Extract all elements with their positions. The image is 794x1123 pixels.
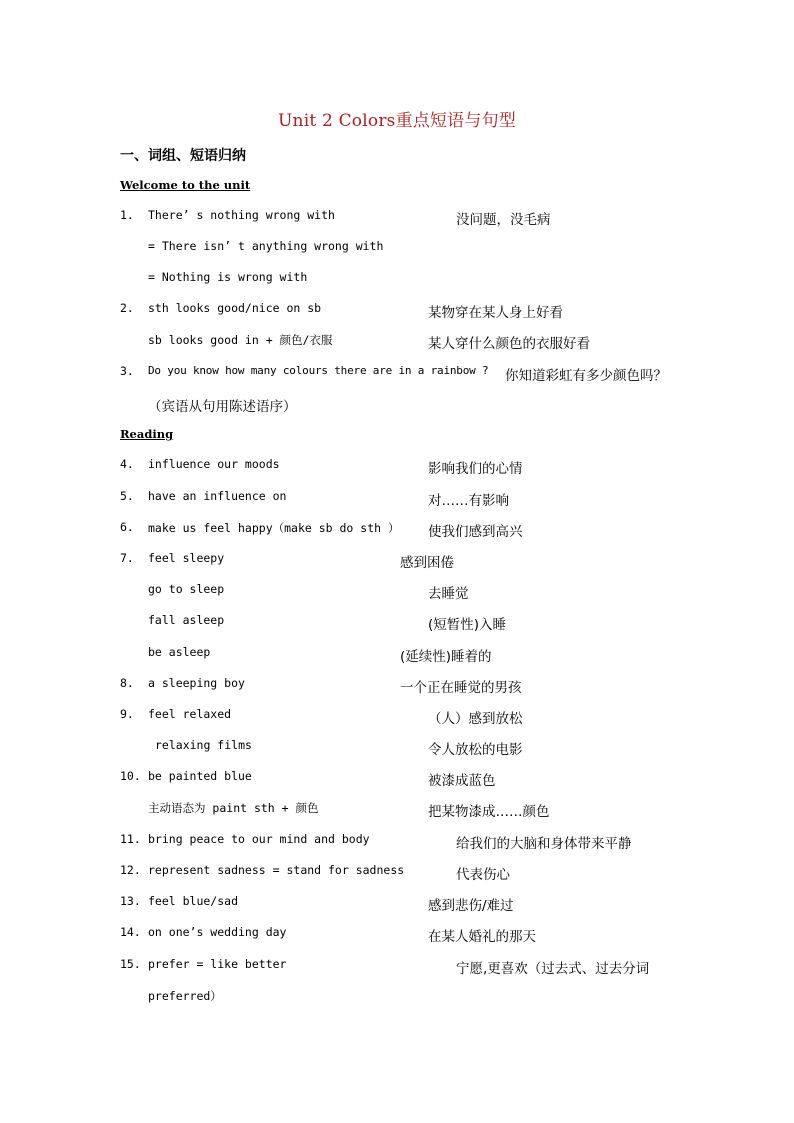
phrase-chinese: (延续性)睡着的 <box>400 649 492 665</box>
phrase-english: There’ s nothing wrong with <box>148 208 335 222</box>
item-number: 7. <box>120 551 134 565</box>
phrase-chinese: 在某人婚礼的那天 <box>428 929 536 945</box>
item-number: 12. <box>120 863 141 877</box>
phrase-english: relaxing films <box>155 738 252 752</box>
phrase-chinese: 给我们的大脑和身体带来平静 <box>456 836 632 852</box>
phrase-chinese: 影响我们的心情 <box>428 461 523 477</box>
phrase-english: feel sleepy <box>148 551 225 565</box>
phrase-chinese: 一个正在睡觉的男孩 <box>400 680 522 696</box>
sub-heading-reading: Reading <box>120 427 174 441</box>
phrase-chinese: 没问题，没毛病 <box>456 212 551 228</box>
phrase-english: bring peace to our mind and body <box>148 832 370 846</box>
item-number: 9. <box>120 707 134 721</box>
item-number: 13. <box>120 894 141 908</box>
item-number: 10. <box>120 769 141 783</box>
phrase-chinese: 你知道彩虹有多少颜色吗？ <box>505 368 667 384</box>
phrase-english: feel relaxed <box>148 707 232 721</box>
phrase-chinese: 把某物漆成……颜色 <box>428 804 550 820</box>
phrase-english: prefer = like better <box>148 957 287 971</box>
phrase-english: feel blue/sad <box>148 894 239 908</box>
phrase-english: a sleeping boy <box>148 676 245 690</box>
sub-heading-welcome: Welcome to the unit <box>120 178 251 192</box>
item-number: 2. <box>120 301 134 315</box>
item-number: 8. <box>120 676 134 690</box>
phrase-chinese: 宁愿,更喜欢（过去式、过去分词 <box>456 961 650 977</box>
phrase-english: be painted blue <box>148 769 252 783</box>
phrase-english: go to sleep <box>148 582 225 596</box>
phrase-english: = Nothing is wrong with <box>148 270 308 284</box>
phrase-english: preferred） <box>148 989 222 1003</box>
phrase-chinese: 感到困倦 <box>400 555 454 571</box>
phrase-chinese: 代表伤心 <box>456 867 510 883</box>
phrase-chinese: 对……有影响 <box>428 493 509 509</box>
item-number: 3. <box>120 364 134 378</box>
phrase-english: on one’s wedding day <box>148 925 287 939</box>
phrase-english: sb looks good in + 颜色/衣服 <box>148 333 333 347</box>
item-number: 4. <box>120 457 134 471</box>
phrase-english: = There isn’ t anything wrong with <box>148 239 384 253</box>
phrase-english: fall asleep <box>148 613 225 627</box>
phrase-english: have an influence on <box>148 489 287 503</box>
page-title: Unit 2 Colors重点短语与句型 <box>278 111 516 131</box>
phrase-english: influence our moods <box>148 457 280 471</box>
phrase-chinese: 被漆成蓝色 <box>428 773 496 789</box>
phrase-note: （宾语从句用陈述语序） <box>148 399 297 415</box>
section-heading: 一、词组、短语归纳 <box>120 148 246 164</box>
item-number: 11. <box>120 832 141 846</box>
item-number: 15. <box>120 957 141 971</box>
phrase-english: make us feel happy（make sb do sth ） <box>148 521 400 535</box>
phrase-english: Do you know how many colours there are in a rainbow ? <box>148 364 489 377</box>
phrase-english: represent sadness = stand for sadness <box>148 863 405 877</box>
phrase-chinese: 使我们感到高兴 <box>428 524 523 540</box>
phrase-chinese: 感到悲伤/难过 <box>428 898 514 914</box>
item-number: 5. <box>120 489 134 503</box>
phrase-chinese: 某人穿什么颜色的衣服好看 <box>428 336 590 352</box>
phrase-english: be asleep <box>148 645 211 659</box>
phrase-chinese: 某物穿在某人身上好看 <box>428 305 563 321</box>
item-number: 6. <box>120 520 134 534</box>
item-number: 14. <box>120 925 141 939</box>
phrase-english: 主动语态为 paint sth + 颜色 <box>148 801 319 815</box>
item-number: 1. <box>120 208 134 222</box>
phrase-chinese: 令人放松的电影 <box>428 742 523 758</box>
phrase-chinese: （人）感到放松 <box>428 711 523 727</box>
phrase-chinese: (短暂性)入睡 <box>428 617 507 633</box>
phrase-english: sth looks good/nice on sb <box>148 301 322 315</box>
phrase-chinese: 去睡觉 <box>428 586 469 602</box>
